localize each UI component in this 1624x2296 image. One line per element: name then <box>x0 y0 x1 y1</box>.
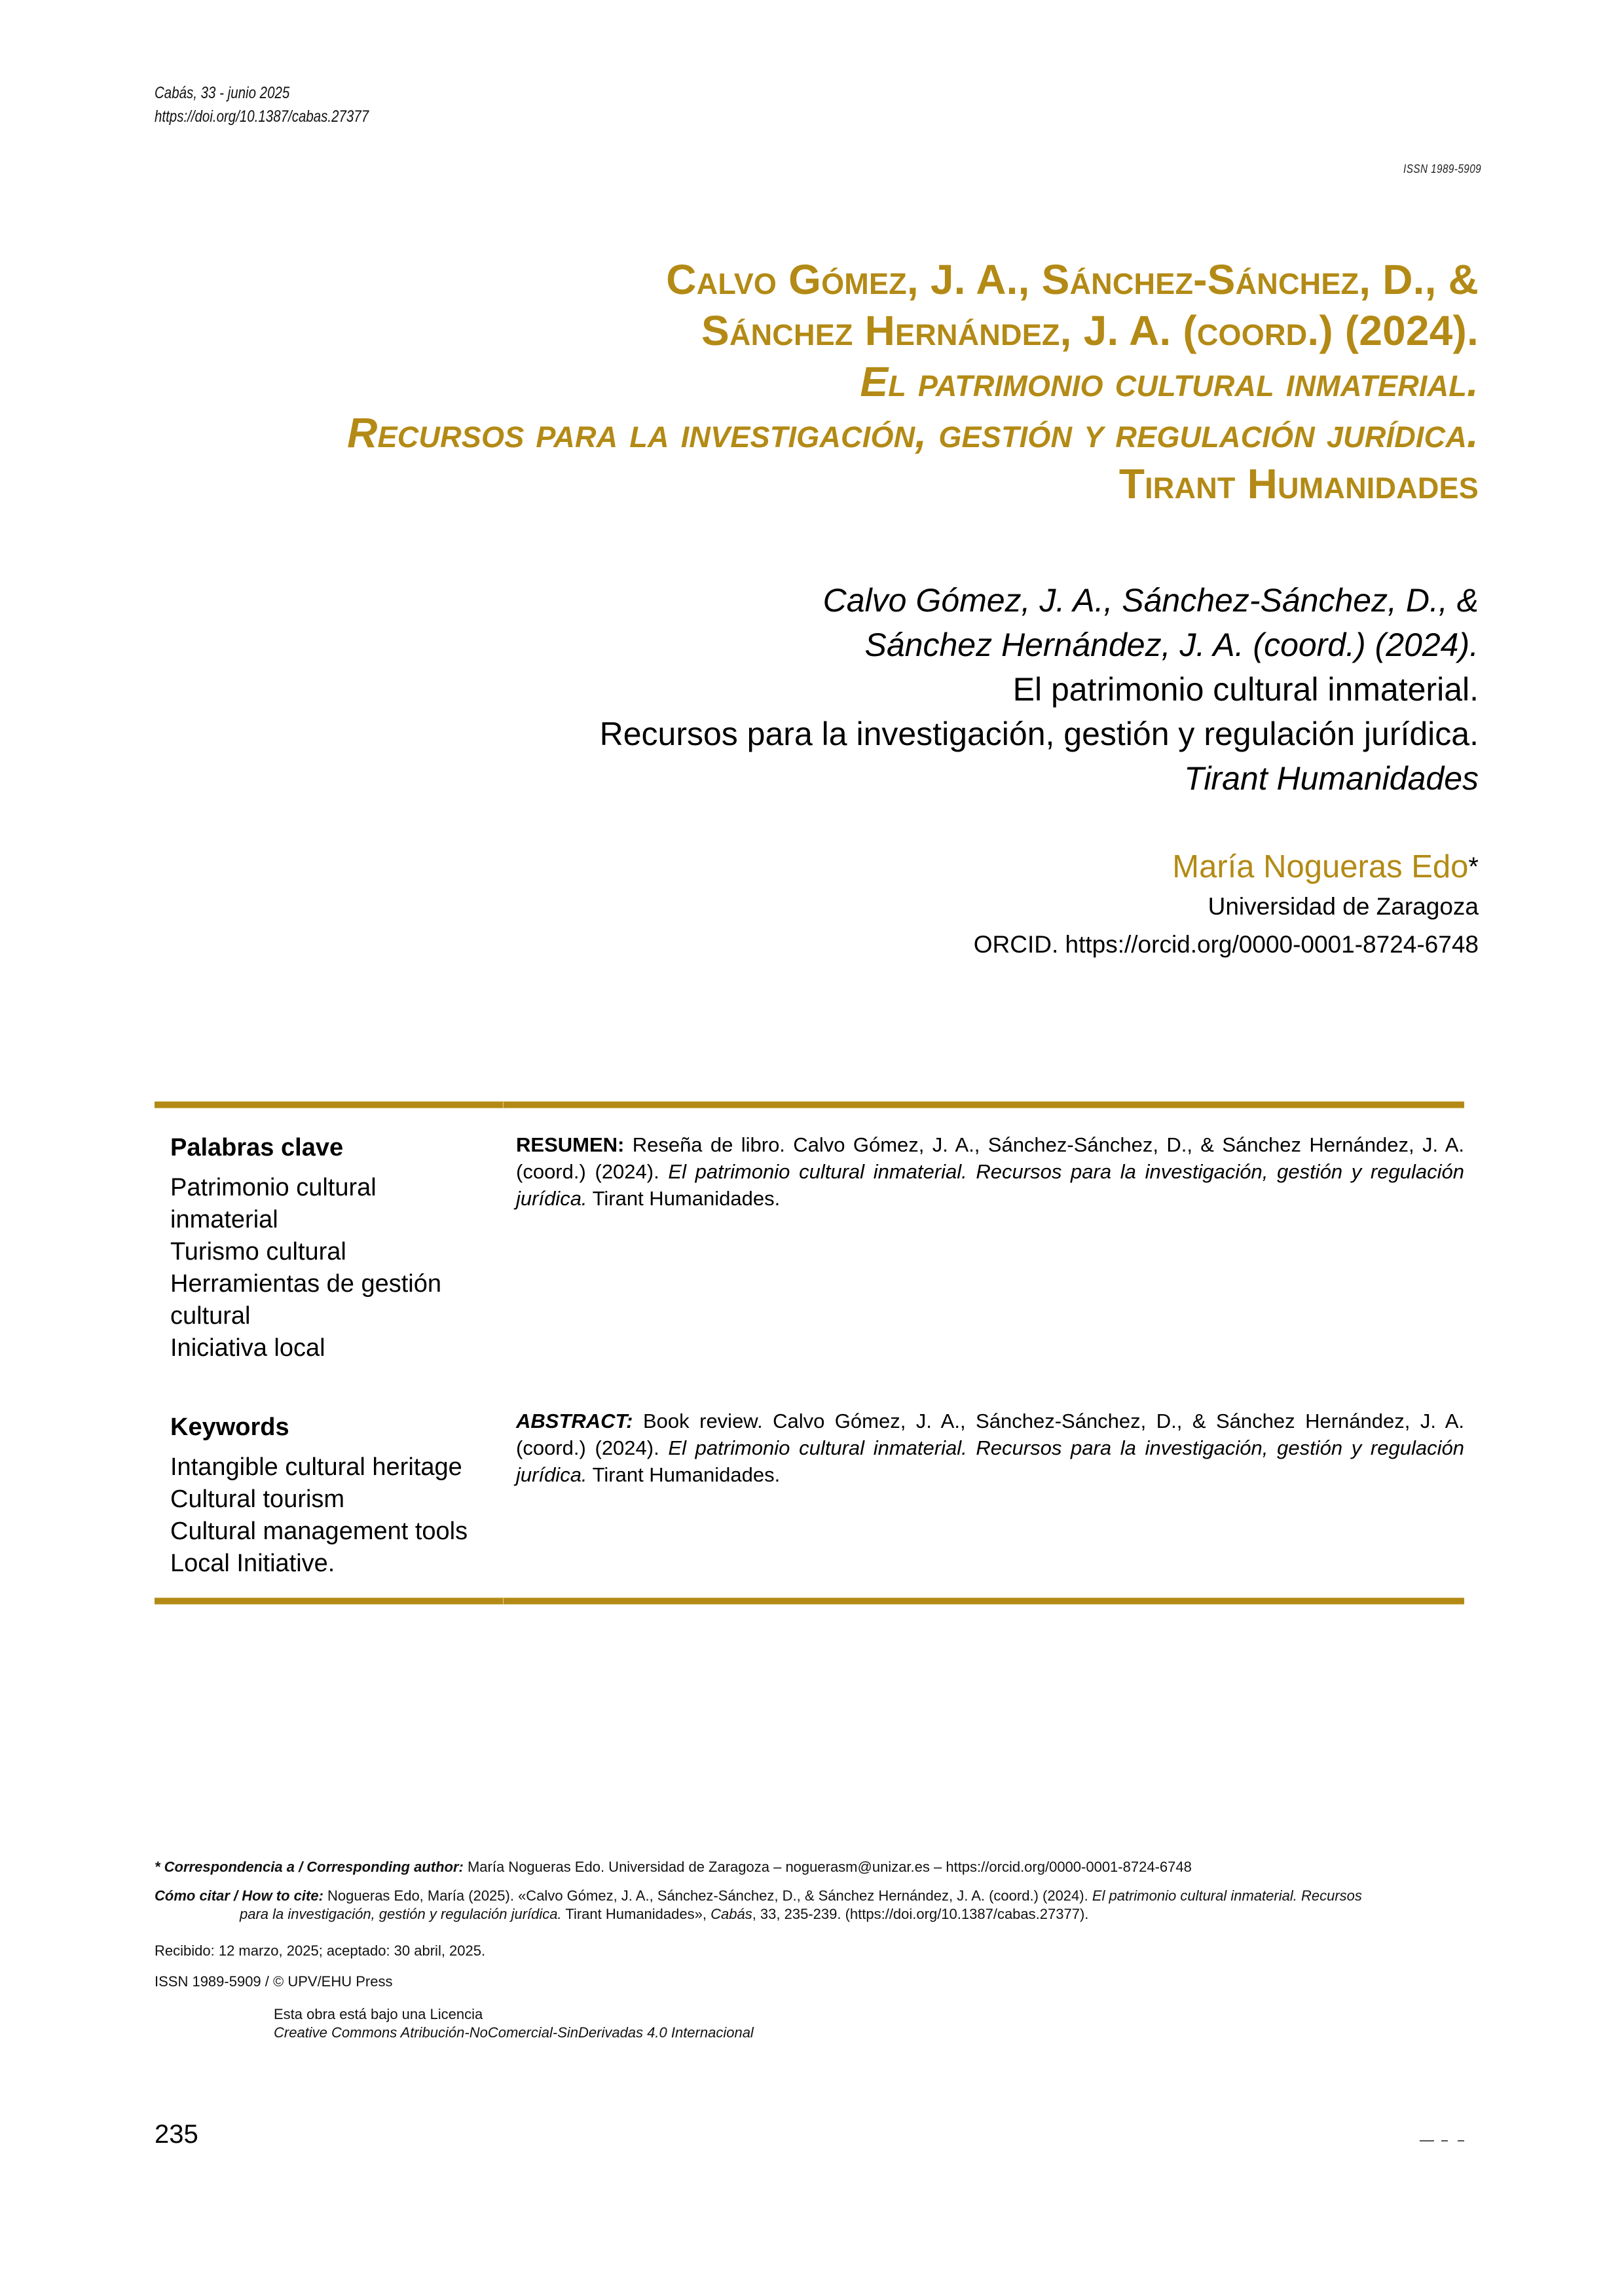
page-number-artifact <box>1420 2140 1466 2143</box>
journal-header <box>155 81 369 128</box>
review-title-black <box>103 578 1479 801</box>
abstract-paragraph <box>516 1408 1464 1488</box>
author-block <box>974 846 1479 964</box>
resumen-publisher: Tirant Humanidades. <box>587 1187 781 1210</box>
keyword-item: Iniciativa local <box>170 1334 325 1362</box>
title-black-line-2: Sánchez Hernández, J. A. (coord.) (2024). <box>864 627 1479 663</box>
divider-rule-top <box>155 1101 1464 1108</box>
author-name: María Nogueras Edo <box>1172 849 1469 884</box>
resumen-label: RESUMEN: <box>516 1133 625 1156</box>
divider-rule-bottom <box>155 1597 1464 1605</box>
cite-book-title-a: El patrimonio cultural inmaterial. Recursos <box>1092 1887 1362 1904</box>
author-name-row <box>974 846 1479 888</box>
resumen-book-title: El patrimonio cultural inmaterial. Recursos para la investigación, gestión y regulación jurídica. <box>516 1160 1464 1210</box>
issn-press: ISSN 1989-5909 / © UPV/EHU Press <box>155 1973 393 1990</box>
keyword-item: Cultural tourism <box>170 1485 345 1513</box>
title-gold-line-4: Recursos para la investigación, gestión y regulación jurídica. <box>347 409 1479 456</box>
cite-text: Nogueras Edo, María (2025). «Calvo Gómez, J. A., Sánchez-Sánchez, D., & Sánchez Hernández, J. A. (coord.) (2024). <box>323 1887 1092 1904</box>
keyword-item: Turismo cultural <box>170 1238 346 1266</box>
journal-issue: Cabás, 33 - junio 2025 <box>155 84 290 102</box>
received-accepted: Recibido: 12 marzo, 2025; aceptado: 30 abril, 2025. <box>155 1942 486 1959</box>
title-black-line-1: Calvo Gómez, J. A., Sánchez-Sánchez, D., & <box>822 582 1479 619</box>
title-gold-line-3: El patrimonio cultural inmaterial. <box>860 358 1479 405</box>
title-black-line-3: El patrimonio cultural inmaterial. <box>1012 671 1479 708</box>
keyword-item: inmaterial <box>170 1206 278 1233</box>
corresponding-author-note <box>155 1858 1464 1876</box>
resumen-paragraph <box>516 1131 1464 1212</box>
column-separator <box>503 1598 504 1604</box>
abstract-book-title: El patrimonio cultural inmaterial. Recursos para la investigación, gestión y regulación jurídica. <box>516 1436 1464 1486</box>
title-gold-line-5: Tirant Humanidades <box>1118 460 1479 507</box>
issn-header: ISSN 1989-5909 <box>1403 162 1481 175</box>
author-affiliation: Universidad de Zaragoza <box>1208 893 1479 920</box>
footnote-marker[interactable]: * <box>1468 852 1479 881</box>
abstract-publisher: Tirant Humanidades. <box>587 1463 781 1486</box>
how-to-cite-note <box>155 1887 1464 1923</box>
keyword-item: cultural <box>170 1302 251 1330</box>
title-gold-line-2: Sánchez Hernández, J. A. (coord.) (2024). <box>701 307 1479 354</box>
cite-doi[interactable]: , 33, 235-239. (https://doi.org/10.1387/cabas.27377). <box>752 1906 1089 1922</box>
keyword-item: Patrimonio cultural <box>170 1174 377 1201</box>
cite-journal: Cabás <box>710 1906 752 1922</box>
corresponding-text[interactable]: María Nogueras Edo. Universidad de Zaragoza – noguerasm@unizar.es – https://orcid.org/0000-0001-8724-6748 <box>463 1859 1192 1875</box>
resumen-text: Reseña de libro. Calvo Gómez, J. A., Sánchez-Sánchez, D., & Sánchez Hernández, J. A. (coord.) (2024). <box>516 1133 1464 1183</box>
title-gold-line-1: Calvo Gómez, J. A., Sánchez-Sánchez, D., & <box>666 256 1479 303</box>
column-separator <box>503 1102 504 1108</box>
keyword-item: Herramientas de gestión <box>170 1270 441 1298</box>
keyword-item: Intangible cultural heritage <box>170 1453 462 1481</box>
title-black-line-4: Recursos para la investigación, gestión y regulación jurídica. <box>599 716 1479 752</box>
keywords-es-heading: Palabras clave <box>170 1134 344 1161</box>
abstract-label: ABSTRACT: <box>516 1410 633 1432</box>
cite-label: Cómo citar / How to cite: <box>155 1887 323 1904</box>
keywords-en-heading: Keywords <box>170 1413 289 1441</box>
page-number: 235 <box>155 2120 198 2149</box>
doi-link[interactable]: https://doi.org/10.1387/cabas.27377 <box>155 107 369 126</box>
cite-book-title-b: para la investigación, gestión y regulación jurídica. <box>240 1906 562 1922</box>
license-line-1: Esta obra está bajo una Licencia <box>274 2006 483 2022</box>
author-orcid[interactable]: ORCID. https://orcid.org/0000-0001-8724-6748 <box>973 931 1479 958</box>
license-link[interactable]: Creative Commons Atribución-NoComercial-SinDerivadas 4.0 Internacional <box>274 2024 754 2041</box>
review-title-gold <box>103 254 1479 509</box>
corresponding-label: * Correspondencia a / Corresponding author: <box>155 1859 464 1875</box>
keywords-en <box>170 1412 498 1580</box>
keywords-es <box>170 1133 498 1364</box>
keyword-item: Local Initiative. <box>170 1550 335 1577</box>
cite-publisher: Tirant Humanidades», <box>561 1906 711 1922</box>
keyword-item: Cultural management tools <box>170 1518 468 1545</box>
abstract-text: Book review. Calvo Gómez, J. A., Sánchez-Sánchez, D., & Sánchez Hernández, J. A. (coord.) (2024). <box>516 1410 1464 1459</box>
title-black-line-5: Tirant Humanidades <box>1184 760 1479 797</box>
license-notice <box>274 2005 1060 2042</box>
